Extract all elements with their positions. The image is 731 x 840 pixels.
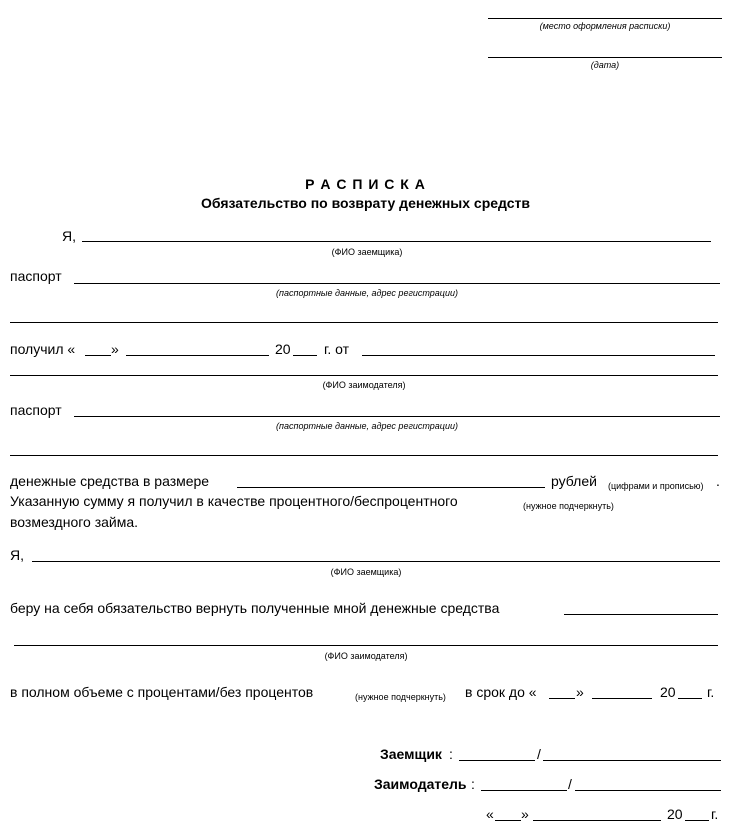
full-amount-text: в полном объеме с процентами/без процентов xyxy=(10,684,314,700)
received-month-line[interactable] xyxy=(126,355,269,356)
lender-sign-slash: / xyxy=(568,776,572,792)
rubles-note: (цифрами и прописью) xyxy=(608,481,704,491)
term-day-line[interactable] xyxy=(549,698,575,699)
loan-type-line: возмездного займа. xyxy=(10,514,139,530)
received-day-line[interactable] xyxy=(85,355,111,356)
obligation-lender-caption: (ФИО заимодателя) xyxy=(324,651,408,661)
lender-fio-line-2[interactable] xyxy=(10,375,718,376)
borrower-name-line[interactable] xyxy=(543,760,721,761)
borrower-passport-caption: (паспортные данные, адрес регистрации) xyxy=(276,288,458,298)
document-title: Р А С П И С К А xyxy=(305,176,426,192)
sign-year-prefix: 20 xyxy=(667,806,683,822)
term-quote-close: » xyxy=(576,684,584,700)
obligation-text: беру на себя обязательство вернуть полученные мной денежные средства xyxy=(10,600,500,616)
obligation-lender-line-2[interactable] xyxy=(14,645,718,646)
term-year-suffix: г. xyxy=(707,684,715,700)
term-year-prefix: 20 xyxy=(660,684,676,700)
place-caption: (место оформления расписки) xyxy=(539,21,671,31)
rubles-period: . xyxy=(716,473,720,489)
obligation-borrower-caption: (ФИО заемщика) xyxy=(330,567,402,577)
date-caption: (дата) xyxy=(590,60,620,70)
borrower-signature-line[interactable] xyxy=(459,760,535,761)
lender-signature-line[interactable] xyxy=(481,790,567,791)
document-subtitle: Обязательство по возврату денежных средств xyxy=(200,195,531,211)
lender-fio-line[interactable] xyxy=(362,355,715,356)
received-quote-close: » xyxy=(111,341,119,357)
lender-fio-caption: (ФИО заимодателя) xyxy=(322,380,406,390)
borrower-passport-line[interactable] xyxy=(74,283,720,284)
received-year-suffix: г. от xyxy=(324,341,350,357)
lender-name-line[interactable] xyxy=(575,790,721,791)
sign-month-line[interactable] xyxy=(533,820,661,821)
sign-date-close: » xyxy=(521,806,529,822)
borrower-fio-line[interactable] xyxy=(82,241,711,242)
lender-passport-line-2[interactable] xyxy=(10,455,718,456)
received-year-prefix: 20 xyxy=(275,341,291,357)
borrower-sign-label: Заемщик xyxy=(380,746,442,762)
amount-line[interactable] xyxy=(237,487,545,488)
sign-year-suffix: г. xyxy=(711,806,719,822)
borrower-fio-caption: (ФИО заемщика) xyxy=(331,247,403,257)
sign-year-line[interactable] xyxy=(685,820,709,821)
borrower-sign-slash: / xyxy=(537,746,541,762)
purpose-line: Указанную сумму я получил в качестве процентного/беспроцентного xyxy=(10,493,458,509)
received-label: получил « xyxy=(10,341,76,357)
i-label-2: Я, xyxy=(10,547,24,563)
full-amount-note: (нужное подчеркнуть) xyxy=(355,692,446,702)
sign-day-line[interactable] xyxy=(495,820,521,821)
sign-date-open: « xyxy=(486,806,494,822)
lender-sign-label: Заимодатель xyxy=(374,776,467,792)
passport-label-1: паспорт xyxy=(10,268,62,284)
obligation-lender-line[interactable] xyxy=(564,614,718,615)
lender-passport-line[interactable] xyxy=(74,416,720,417)
borrower-passport-line-2[interactable] xyxy=(10,322,718,323)
term-month-line[interactable] xyxy=(592,698,652,699)
purpose-note: (нужное подчеркнуть) xyxy=(523,501,614,511)
term-text: в срок до « xyxy=(465,684,537,700)
place-line[interactable] xyxy=(488,18,722,19)
obligation-borrower-line[interactable] xyxy=(32,561,720,562)
i-label-1: Я, xyxy=(62,228,76,244)
lender-passport-caption: (паспортные данные, адрес регистрации) xyxy=(276,421,458,431)
rubles-label: рублей xyxy=(551,473,597,489)
date-line[interactable] xyxy=(488,57,722,58)
borrower-sign-colon: : xyxy=(449,746,453,762)
passport-label-2: паспорт xyxy=(10,402,62,418)
received-year-line[interactable] xyxy=(293,355,317,356)
lender-sign-colon: : xyxy=(471,776,475,792)
amount-label: денежные средства в размере xyxy=(10,473,210,489)
term-year-line[interactable] xyxy=(678,698,702,699)
